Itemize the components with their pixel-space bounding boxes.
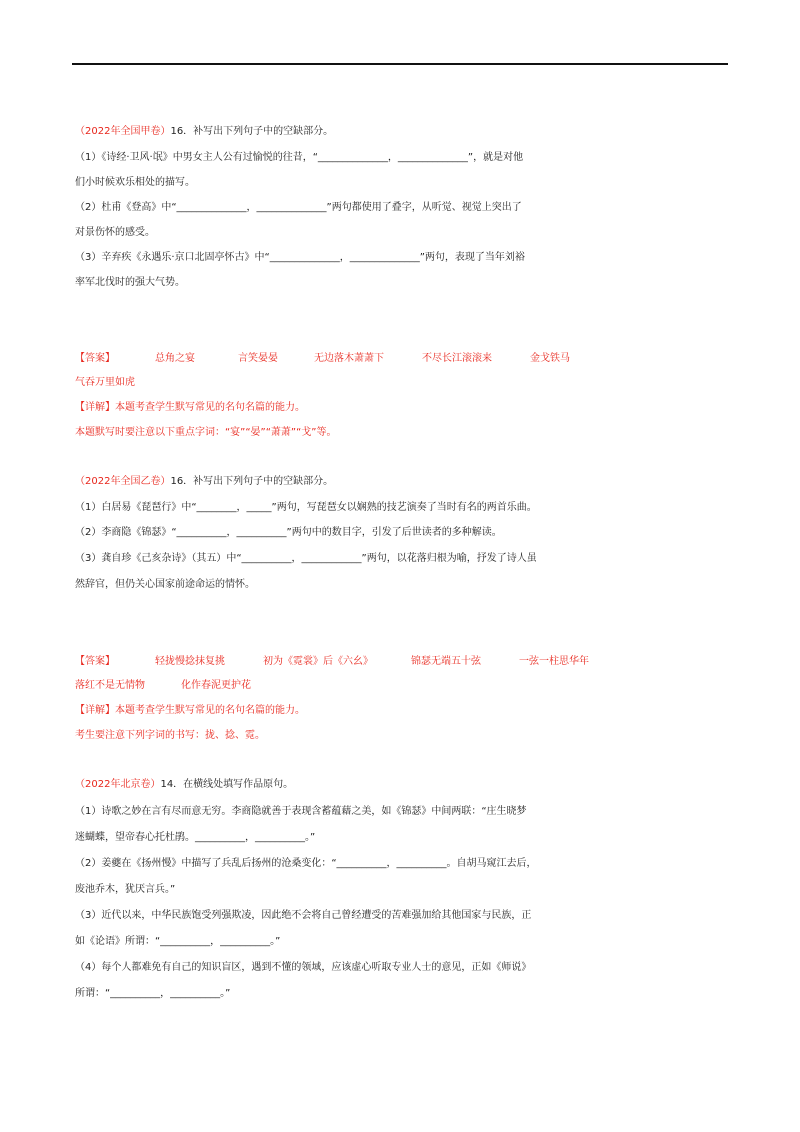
q2-line-3: （3）龚自珍《己亥杂诗》（其五）中“__________，____________”两句，以花落归根为喻，抒发了诗人虽 <box>75 553 537 564</box>
a1-answer-4: 不尽长江滚滚来 <box>422 353 492 364</box>
a1-answer-1: 总角之宴 <box>155 353 195 364</box>
a1-answer-label: 【答案】 <box>75 353 115 364</box>
a1-answer-line-2: 气吞万里如虎 <box>75 377 135 388</box>
q1-line-6: 率军北伐时的强大气势。 <box>75 277 185 288</box>
q3-source: （2022年北京卷） <box>75 779 161 790</box>
q3-line-6: 如《论语》所谓：“__________，__________。” <box>75 936 281 947</box>
a1-answer-5: 金戈铁马 <box>530 353 570 364</box>
q2-title: 16．补写出下列句子中的空缺部分。 <box>170 476 334 487</box>
a1-detail-label: 【详解】 <box>75 402 115 413</box>
a2-answer-line <box>75 653 735 671</box>
a2-answer-5: 落红不是无情物 <box>75 680 145 691</box>
q3-line-7: （4）每个人都难免有自己的知识盲区，遇到不懂的领域，应该虚心听取专业人士的意见，正如《师说》 <box>75 962 532 973</box>
a2-detail <box>75 702 735 720</box>
q1-line-3: （2）杜甫《登高》中“______________，______________”两句都使用了叠字，从听觉、视觉上突出了 <box>75 202 522 213</box>
q2-line-1: （1）白居易《琵琶行》中“________，_____”两句，写琵琶女以娴熟的技艺演奏了当时有名的两首乐曲。 <box>75 502 537 513</box>
a2-note: 考生要注意下列字词的书写：拢、捻、霓。 <box>75 730 265 741</box>
a2-answer-label: 【答案】 <box>75 656 115 667</box>
q3-line-4: 废池乔木，犹厌言兵。” <box>75 884 176 895</box>
q3-line-8: 所谓：“__________，__________。” <box>75 988 231 999</box>
q1-line-5: （3）辛弃疾《永遇乐·京口北固亭怀古》中“______________，______________”两句，表现了当年刘裕 <box>75 252 525 263</box>
a1-detail-text: 本题考查学生默写常见的名句名篇的能力。 <box>115 402 305 413</box>
a2-answer-line-2 <box>75 677 735 695</box>
q3-line-2: 迷蝴蝶，望帝春心托杜鹃。__________，__________。” <box>75 832 316 843</box>
a1-note: 本题默写时要注意以下重点字词：“宴”“晏”“萧萧”“戈”等。 <box>75 427 337 438</box>
q1-source: （2022年全国甲卷） <box>75 126 171 137</box>
q1-heading <box>75 123 735 141</box>
q3-title: 14．在横线处填写作品原句。 <box>160 779 294 790</box>
a2-detail-label: 【详解】 <box>75 705 115 716</box>
a2-answer-3: 锦瑟无端五十弦 <box>411 656 481 667</box>
q1-line-1: （1）《诗经·卫风·氓》中男女主人公有过愉悦的往昔，“______________，______________”，就是对他 <box>75 152 524 163</box>
q2-heading <box>75 473 735 491</box>
q3-heading <box>75 776 735 794</box>
q3-line-1: （1）诗歌之妙在言有尽而意无穷。李商隐就善于表现含蓄蕴藉之美，如《锦瑟》中间两联：“庄生晓梦 <box>75 806 527 817</box>
q2-line-4: 然辞官，但仍关心国家前途命运的情怀。 <box>75 579 255 590</box>
q2-source: （2022年全国乙卷） <box>75 476 171 487</box>
q3-line-5: （3）近代以来，中华民族饱受列强欺凌，因此绝不会将自己曾经遭受的苦难强加给其他国家与民族，正 <box>75 910 532 921</box>
a1-answer-line <box>75 350 735 368</box>
a2-detail-text: 本题考查学生默写常见的名句名篇的能力。 <box>115 705 305 716</box>
a2-answer-6: 化作春泥更护花 <box>181 680 251 691</box>
a2-answer-2: 初为《霓裳》后《六幺》 <box>263 656 373 667</box>
a2-answer-1: 轻拢慢捻抹复挑 <box>155 656 225 667</box>
a2-answer-4: 一弦一柱思华年 <box>519 656 589 667</box>
header-rule <box>72 63 728 65</box>
q3-line-3: （2）姜夔在《扬州慢》中描写了兵乱后扬州的沧桑变化：“__________，__________。自胡马窥江去后， <box>75 858 537 869</box>
a1-answer-3: 无边落木萧萧下 <box>314 353 384 364</box>
q1-title: 16．补写出下列句子中的空缺部分。 <box>170 126 334 137</box>
q1-line-2: 们小时候欢乐相处的描写。 <box>75 177 195 188</box>
q2-line-2: （2）李商隐《锦瑟》“__________，__________”两句中的数目字，引发了后世读者的多种解读。 <box>75 527 502 538</box>
q1-line-4: 对景伤怀的感受。 <box>75 227 155 238</box>
a1-answer-2: 言笑晏晏 <box>238 353 278 364</box>
a1-detail <box>75 399 735 417</box>
